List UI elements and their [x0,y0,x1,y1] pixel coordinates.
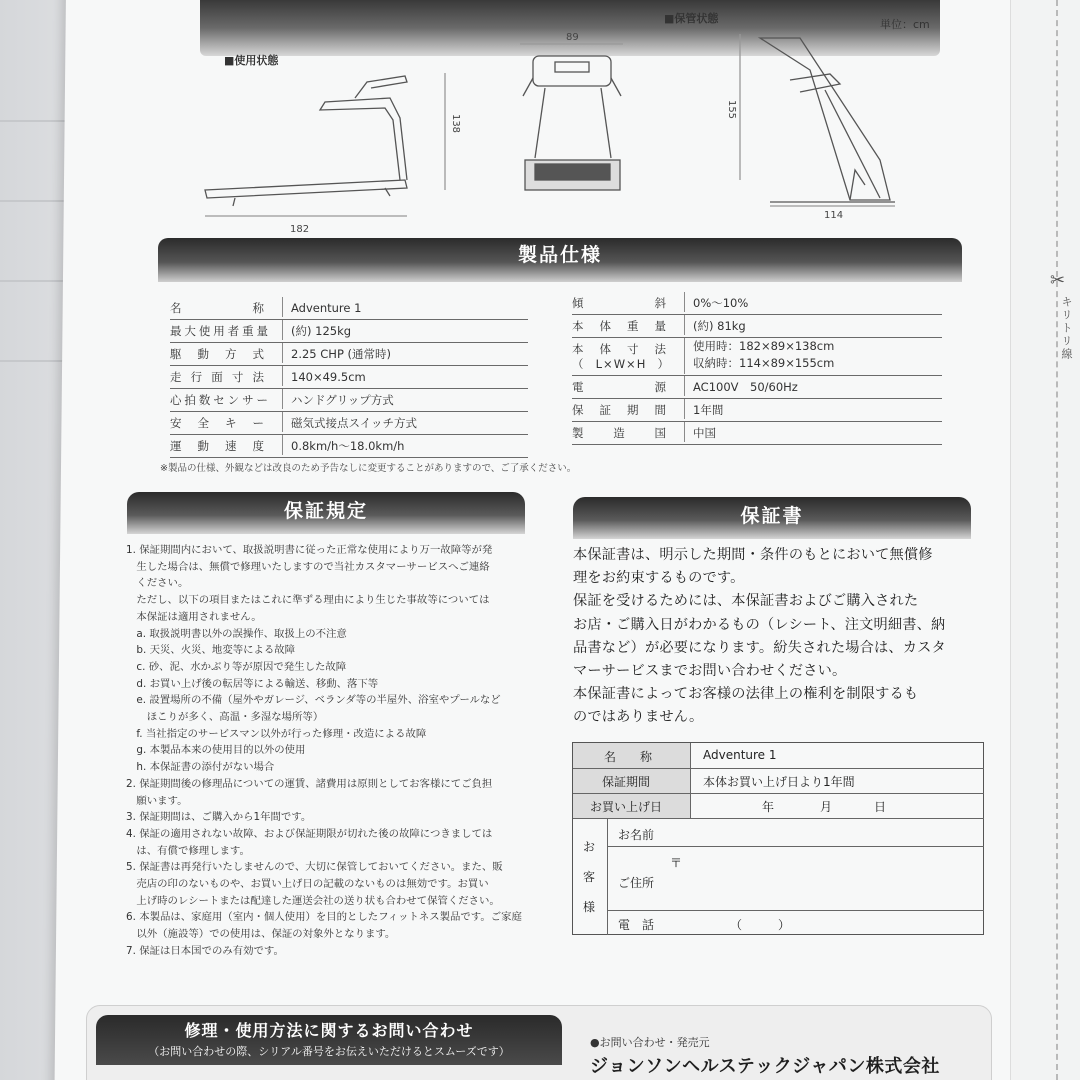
spec-key: 傾 斜 [572,296,670,310]
contact-label: ●お問い合わせ・発売元 [590,1036,710,1049]
treadmill-front-drawing [515,38,630,198]
spec-value: ハンドグリップ方式 [282,389,394,409]
spec-value: 0.8km/h～18.0km/h [282,435,404,455]
warranty-rule-line: 2. 保証期間後の修理品についての運賃、諸費用は原則としてお客様にてご負担 [126,777,493,790]
form-phone: 電 話 [618,918,655,932]
warranty-rule-line: は、有償で修理します。 [126,844,250,857]
spec-row [170,297,528,320]
warranty-rules-header: 保証規定 [127,492,525,534]
spec-row [170,366,528,389]
treadmill-folded-drawing [730,30,910,220]
spec-row [572,338,942,376]
guarantee-header: 保証書 [573,497,971,539]
form-customer-label-2: 客 [583,870,596,884]
contact-title: 修理・使用方法に関するお問い合わせ [184,1021,474,1040]
contact-header [96,1015,562,1065]
spec-value: Adventure 1 [282,297,361,317]
spec-row [572,315,942,338]
warranty-card-edge [1010,0,1080,1080]
spec-row [170,389,528,412]
scissors-icon: ✂ [1050,270,1066,291]
form-name-value: Adventure 1 [703,748,777,762]
form-phone-parens: （ ） [730,918,791,932]
warranty-rule-line: 本保証は適用されません。 [126,610,262,623]
spec-value: 2.25 CHP (通常時) [282,343,391,363]
warranty-rule-line: d. お買い上げ後の転居等による輸送、移動、落下等 [126,677,379,690]
spec-key: 心拍数センサー [170,393,268,407]
warranty-rule-line: ただし、以下の項目またはこれに準ずる理由により生じた事故等については [126,594,490,607]
guarantee-text-line: のではありません。 [573,709,704,726]
spec-row [572,376,942,399]
unit-label: 単位：cm [880,18,930,31]
contact-subtitle: （お問い合わせの際、シリアル番号をお伝えいただけるとスムーズです） [148,1045,510,1058]
spec-value: 0%～10% [684,292,748,312]
spec-key: 最大使用者重量 [170,324,268,338]
spec-row [572,422,942,445]
spec-value-storage: 収納時：114×89×155cm [693,356,835,370]
guarantee-text-line: 理をお約束するものです。 [573,570,745,587]
guarantee-text-line: 品書など）が必要になります。紛失された場合は、カスタ [573,639,946,656]
warranty-rule-line: 4. 保証の適用されない故障、および保証期限が切れた後の故障につきましては [126,827,493,840]
company-name: ジョンソンヘルステックジャパン株式会社 [590,1056,940,1077]
spec-row [572,292,942,315]
warranty-rule-line: 3. 保証期間は、ご購入から1年間です。 [126,811,312,824]
spec-value: (約) 125kg [282,320,351,340]
spec-row [170,435,528,458]
form-customer-name: お名前 [618,828,655,842]
warranty-rule-line: h. 本保証書の添付がない場合 [126,761,275,774]
spec-key: 製造国 [572,426,670,440]
spec-key: 保証期間 [572,403,670,417]
guarantee-text-line: 保証を受けるためには、本保証書およびご購入された [573,593,919,610]
warranty-rule-line: 1. 保証期間内において、取扱説明書に従った正常な使用により万一故障等が発 [126,544,493,556]
warranty-rule-line: 上げ時のレシートまたは配達した運送会社の送り状も合わせて保管ください。 [126,894,500,907]
warranty-rule-line: ください。 [126,577,189,590]
spec-section-header: 製品仕様 [158,238,962,282]
spec-key: 電 源 [572,380,670,394]
use-height-dimension: 138 [450,113,462,134]
form-name-label: 名 称 [604,750,653,764]
warranty-rule-line: c. 砂、泥、水かぶり等が原因で発生した故障 [126,660,347,673]
guarantee-text-line: マーサービスまでお問い合わせください。 [573,663,847,679]
spec-value: (約) 81kg [684,315,746,335]
guarantee-text-line: お店・ご購入日がわかるもの（レシート、注文明細書、納 [573,616,946,633]
warranty-rule-line: 生した場合は、無償で修理いたしますので当社カスタマーサービスへご連絡 [126,560,490,573]
spec-key: 安全キー [170,416,268,430]
spec-value: 中国 [684,422,716,442]
cut-line [1056,0,1058,1080]
form-period-label: 保証期間 [602,775,651,789]
spec-value: 1年間 [684,399,723,419]
spec-key: 走行面寸法 [170,370,268,384]
form-address: ご住所 [618,876,655,890]
spec-key: 駆動方式 [170,347,268,361]
form-year: 年 [762,800,775,814]
form-period-value: 本体お買い上げ日より1年間 [703,775,855,789]
form-customer-label-1: お [583,840,596,854]
spec-row [170,320,528,343]
spec-value: 磁気式接点スイッチ方式 [282,412,417,432]
form-day: 日 [874,800,887,814]
spec-row [572,399,942,422]
storage-state-label: ■保管状態 [664,12,719,25]
warranty-rule-line: b. 天災、火災、地変等による故障 [126,644,296,657]
spec-value-use: 使用時：182×89×138cm [693,339,835,353]
guarantee-text-line: 本保証書は、明示した期間・条件のもとにおいて無償修 [573,547,933,563]
warranty-rule-line: a. 取扱説明書以外の誤操作、取扱上の不注意 [126,627,347,640]
spec-row [170,412,528,435]
spec-key-sub: （L×W×H） [572,357,670,371]
spec-key: 運動速度 [170,439,268,453]
warranty-rule-line: e. 設置場所の不備（屋外やガレージ、ベランダ等の半屋外、浴室やプールなど [126,694,501,707]
warranty-rule-line: 5. 保証書は再発行いたしませんので、大切に保管しておいてください。また、販 [126,861,503,874]
warranty-rule-line: 6. 本製品は、家庭用（室内・個人使用）を目的としたフィットネス製品です。ご家庭 [126,911,522,924]
spec-key: 本体寸法 [572,342,670,356]
form-postal-mark: 〒 [670,856,683,870]
spec-key: 名 称 [170,301,268,315]
spec-row [170,343,528,366]
storage-length-dimension: 114 [824,210,844,221]
spec-note: ※製品の仕様、外観などは改良のため予告なしに変更することがありますので、ご了承ください。 [160,463,577,474]
warranty-rule-line: f. 当社指定のサービスマン以外が行った修理・改造による故障 [126,727,427,740]
warranty-rule-line: 売店の印のないものや、お買い上げ日の記載のないものは無効です。お買い [126,878,489,890]
storage-height-dimension: 155 [726,99,738,120]
form-date-label: お買い上げ日 [590,800,663,814]
spec-value: 140×49.5cm [282,366,366,386]
spec-value: AC100V 50/60Hz [684,376,798,396]
front-width-dimension: 89 [566,32,579,43]
warranty-rule-line: g. 本製品本来の使用目的以外の使用 [126,744,306,757]
use-length-dimension: 182 [290,224,310,235]
spec-key: 本体重量 [572,319,670,333]
warranty-rule-line: 7. 保証は日本国でのみ有効です。 [126,944,284,957]
form-customer-label-3: 様 [583,900,596,914]
use-state-label: ■使用状態 [224,54,279,67]
guarantee-text-line: 本保証書によってお客様の法律上の権利を制限するも [573,686,919,703]
form-month: 月 [820,800,833,814]
warranty-rule-line: 願います。 [126,794,188,807]
treadmill-side-drawing [195,58,465,238]
warranty-rule-line: ほこりが多く、高温・多湿な場所等） [126,711,324,723]
cut-line-label: キリトリ線 [1060,296,1073,361]
warranty-rule-line: 以外（施設等）での使用は、保証の対象外となります。 [126,928,396,941]
spec-value [684,338,834,374]
